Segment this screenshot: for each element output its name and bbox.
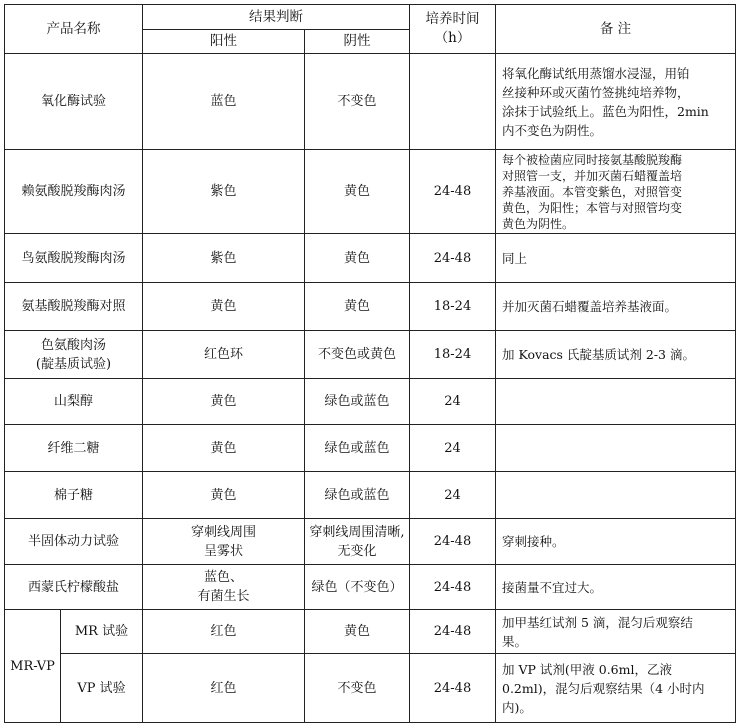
row-note: 穿刺接种。 <box>496 519 736 565</box>
table-row <box>5 54 736 150</box>
table-row <box>5 425 736 472</box>
table-row <box>5 331 736 379</box>
table-row <box>5 379 736 425</box>
mrvp-group: MR-VP <box>5 610 61 723</box>
header-time <box>410 5 496 54</box>
table-row <box>5 565 736 610</box>
row-negative: 黄色 <box>305 610 410 654</box>
note-line: 丝接种环或灭菌竹签挑纯培养物， <box>502 84 690 100</box>
row-name-line: 色氨酸肉汤 <box>40 337 106 353</box>
row-negative: 绿色或蓝色 <box>305 425 410 472</box>
note-line: 每个被检菌应同时接氨基酸脱羧酶 <box>502 152 683 167</box>
note-line: 涂抹于试验纸上。蓝色为阳性，2min <box>502 103 709 119</box>
header-positive: 阳性 <box>143 30 305 54</box>
row-time: 24-48 <box>410 654 496 723</box>
row-positive: 紫色 <box>143 150 305 234</box>
row-negative: 黄色 <box>305 283 410 331</box>
row-note: 并加灭菌石蜡覆盖培养基液面。 <box>496 283 736 331</box>
row-name: 半固体动力试验 <box>5 519 143 565</box>
row-negative <box>305 519 410 565</box>
note-line: 内)。 <box>502 699 532 715</box>
row-name: 山梨醇 <box>5 379 143 425</box>
table-row <box>5 150 736 234</box>
row-positive: 黄色 <box>143 283 305 331</box>
table-row <box>5 472 736 519</box>
row-name-line: (靛基质试验) <box>35 356 112 372</box>
row-positive: 蓝色 <box>143 54 305 150</box>
row-negative-line: 无变化 <box>337 543 377 559</box>
row-time: 24 <box>410 379 496 425</box>
header-negative: 阴性 <box>305 30 410 54</box>
row-negative: 绿色或蓝色 <box>305 472 410 519</box>
row-note <box>496 610 736 654</box>
table-row <box>5 610 736 654</box>
row-negative: 黄色 <box>305 234 410 283</box>
row-name: 棉子糖 <box>5 472 143 519</box>
row-positive: 红色 <box>143 654 305 723</box>
row-name: 纤维二糖 <box>5 425 143 472</box>
row-positive <box>143 565 305 610</box>
row-positive-line: 有菌生长 <box>197 589 250 604</box>
table-row <box>5 283 736 331</box>
row-note <box>496 150 736 234</box>
row-note <box>496 425 736 472</box>
row-name: MR 试验 <box>61 610 143 654</box>
row-negative: 不变色 <box>305 654 410 723</box>
row-name: VP 试验 <box>61 654 143 723</box>
header-product: 产品名称 <box>5 5 143 54</box>
note-line: 养基液面。本管变紫色，对照管变 <box>502 184 683 199</box>
row-time: 24-48 <box>410 150 496 234</box>
row-note <box>496 654 736 723</box>
row-time: 18-24 <box>410 331 496 379</box>
note-line: 加甲基红试剂 5 滴，混匀后观察结 <box>502 614 693 630</box>
row-positive: 红色环 <box>143 331 305 379</box>
row-positive: 黄色 <box>143 379 305 425</box>
row-negative-line: 穿刺线周围清晰, <box>309 524 405 540</box>
note-line: 果。 <box>502 633 528 649</box>
row-positive-line: 蓝色、 <box>203 570 243 585</box>
row-positive: 黄色 <box>143 425 305 472</box>
test-result-table <box>4 4 736 723</box>
row-negative: 黄色 <box>305 150 410 234</box>
row-time: 24-48 <box>410 565 496 610</box>
row-note: 接菌量不宜过大。 <box>496 565 736 610</box>
row-positive-line: 穿刺线周围 <box>190 524 256 540</box>
row-negative: 不变色或黄色 <box>305 331 410 379</box>
note-line: 对照管一支，并加灭菌石蜡覆盖培 <box>502 168 683 183</box>
note-line: 黄色为阴性。 <box>502 216 575 231</box>
row-negative: 绿色（不变色） <box>305 565 410 610</box>
header-row-1 <box>5 5 736 30</box>
header-time-line1: 培养时间 <box>425 11 480 27</box>
note-line: 0.2ml)，混匀后观察结果（4 小时内 <box>502 680 705 696</box>
row-note: 同上 <box>496 234 736 283</box>
row-time: 24 <box>410 425 496 472</box>
row-positive: 紫色 <box>143 234 305 283</box>
row-time: 24-48 <box>410 610 496 654</box>
row-note <box>496 472 736 519</box>
row-time: 24-48 <box>410 234 496 283</box>
row-negative: 不变色 <box>305 54 410 150</box>
header-time-line2: （h） <box>434 30 471 46</box>
row-note: 加 Kovacs 氏靛基质试剂 2-3 滴。 <box>496 331 736 379</box>
row-name: 氨基酸脱羧酶对照 <box>5 283 143 331</box>
note-line: 内不变色为阴性。 <box>502 122 603 138</box>
header-note: 备 注 <box>496 5 736 54</box>
note-line: 加 VP 试剂(甲液 0.6ml，乙液 <box>502 661 672 677</box>
row-name: 鸟氨酸脱羧酶肉汤 <box>5 234 143 283</box>
note-line: 黄色，为阳性；本管与对照管均变 <box>502 200 683 215</box>
row-positive: 红色 <box>143 610 305 654</box>
row-note <box>496 54 736 150</box>
row-positive: 黄色 <box>143 472 305 519</box>
row-positive <box>143 519 305 565</box>
row-time: 24 <box>410 472 496 519</box>
row-time <box>410 54 496 150</box>
row-negative: 绿色或蓝色 <box>305 379 410 425</box>
row-time: 18-24 <box>410 283 496 331</box>
row-time: 24-48 <box>410 519 496 565</box>
note-line: 将氧化酶试纸用蒸馏水浸湿，用铂 <box>502 65 690 81</box>
table-row <box>5 654 736 723</box>
header-result: 结果判断 <box>143 5 410 30</box>
table-row <box>5 234 736 283</box>
row-name: 西蒙氏柠檬酸盐 <box>5 565 143 610</box>
row-name: 赖氨酸脱羧酶肉汤 <box>5 150 143 234</box>
row-positive-line: 呈雾状 <box>203 543 243 559</box>
row-name: 氧化酶试验 <box>5 54 143 150</box>
row-note <box>496 379 736 425</box>
table-row <box>5 519 736 565</box>
row-name <box>5 331 143 379</box>
